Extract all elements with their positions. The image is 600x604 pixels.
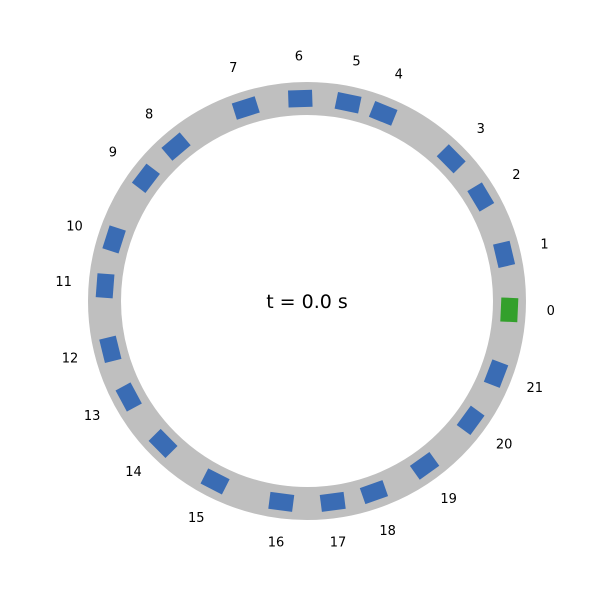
slot-label-21: 21	[526, 380, 544, 396]
slot-label-17: 17	[329, 535, 347, 551]
slot-label-11: 11	[55, 275, 72, 291]
slot-label-10: 10	[66, 219, 83, 235]
slot-label-8: 8	[145, 107, 154, 123]
slot-label-20: 20	[495, 437, 513, 453]
slot-17	[320, 492, 346, 512]
slot-label-3: 3	[476, 122, 485, 138]
slot-label-1: 1	[540, 237, 549, 253]
slot-11	[96, 273, 115, 298]
time-label: t = 0.0 s	[266, 291, 348, 313]
slot-label-18: 18	[379, 523, 396, 539]
slot-label-6: 6	[294, 49, 304, 65]
slot-label-9: 9	[108, 145, 118, 161]
slot-16	[268, 492, 294, 512]
slot-label-5: 5	[352, 54, 361, 70]
slot-label-4: 4	[394, 67, 403, 83]
slot-label-7: 7	[229, 60, 238, 76]
slot-label-2: 2	[512, 168, 521, 184]
slot-label-15: 15	[187, 510, 205, 526]
slot-6	[288, 90, 313, 108]
slot-label-14: 14	[125, 465, 142, 481]
slot-label-0: 0	[546, 304, 555, 320]
slot-label-12: 12	[61, 351, 79, 367]
slot-label-13: 13	[83, 409, 101, 425]
slot-0	[500, 297, 518, 322]
slot-label-16: 16	[267, 535, 285, 551]
slot-label-19: 19	[440, 492, 457, 508]
